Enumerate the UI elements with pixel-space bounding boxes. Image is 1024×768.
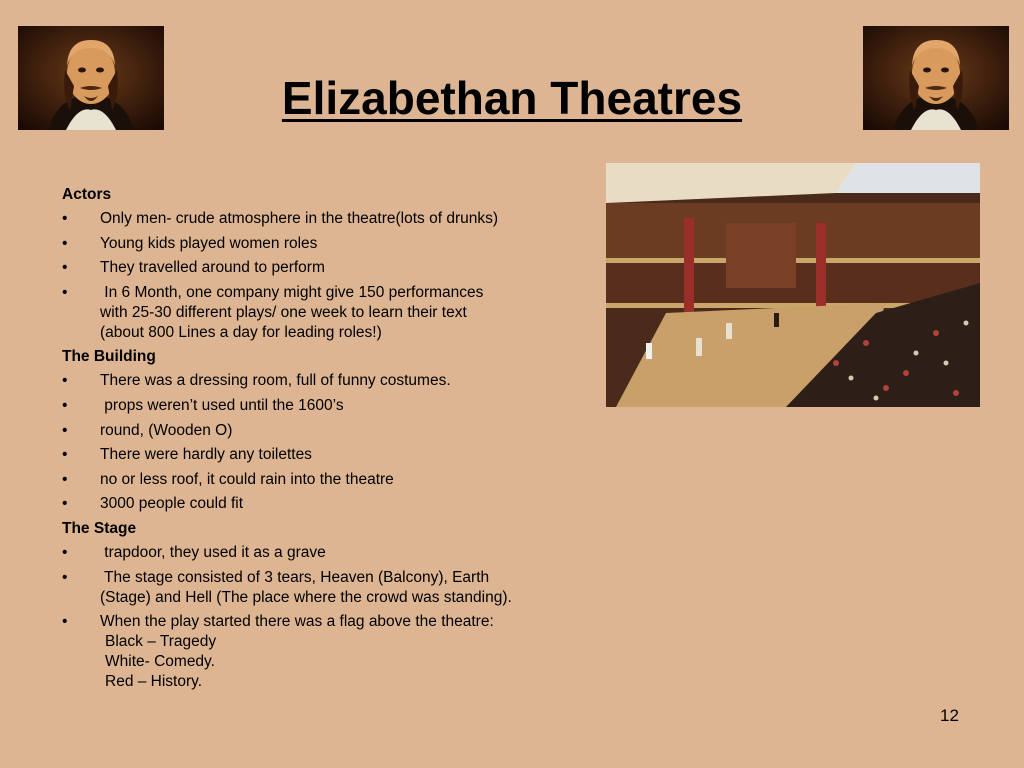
bullet-item: • Young kids played women roles (62, 234, 318, 252)
page-number: 12 (940, 706, 959, 725)
bullet-item: • There was a dressing room, full of funny costumes. (62, 372, 451, 390)
bullet-item: • props weren’t used until the 1600’s (62, 396, 344, 414)
slide-title: Elizabethan Theatres (281, 72, 743, 124)
slide-body (62, 185, 582, 697)
bullet-icon: • (62, 446, 68, 464)
bullet-item: • Only men- crude atmosphere in the theatre(lots of drunks) (62, 210, 499, 227)
bullet-item: • In 6 Month, one company might give 150 performances with 25-30 different plays/ one week to learn their text (about 800 Lines a day for leading roles!) (62, 283, 484, 341)
bullet-item: • The stage consisted of 3 tears, Heaven (Balcony), Earth (Stage) and Hell (The place where the crowd was standing). (62, 568, 512, 606)
bullet-icon: • (62, 613, 68, 631)
bullet-icon: • (62, 259, 68, 277)
bullet-item: • There were hardly any toilettes (62, 446, 312, 464)
bullet-icon: • (62, 396, 68, 414)
bullet-icon: • (62, 495, 68, 513)
bullet-icon: • (62, 543, 68, 561)
bullet-item: • 3000 people could fit (62, 495, 244, 513)
flag-meaning: White- Comedy. (105, 653, 215, 671)
section-heading-building: The Building (62, 348, 156, 366)
bullet-icon: • (62, 470, 68, 488)
bullet-item: • round, (Wooden O) (62, 421, 233, 439)
section-heading-actors: Actors (62, 186, 112, 203)
bullet-item: • When the play started there was a flag above the theatre: Black – Tragedy White- Comedy. Red – History. (62, 612, 582, 692)
flag-meaning: Black – Tragedy (105, 633, 217, 651)
bullet-item: • trapdoor, they used it as a grave (62, 543, 326, 561)
flag-meaning: Red – History. (105, 673, 203, 691)
bullet-icon: • (62, 421, 68, 439)
bullet-icon: • (62, 234, 68, 252)
bullet-icon: • (62, 210, 68, 227)
bullet-icon: • (62, 283, 68, 301)
bullet-item: • no or less roof, it could rain into the theatre (62, 470, 394, 488)
section-heading-stage: The Stage (62, 519, 137, 537)
bullet-icon: • (62, 372, 68, 390)
globe-theatre-photo (606, 163, 980, 407)
bullet-icon: • (62, 568, 68, 586)
bullet-item: • They travelled around to perform (62, 259, 325, 277)
